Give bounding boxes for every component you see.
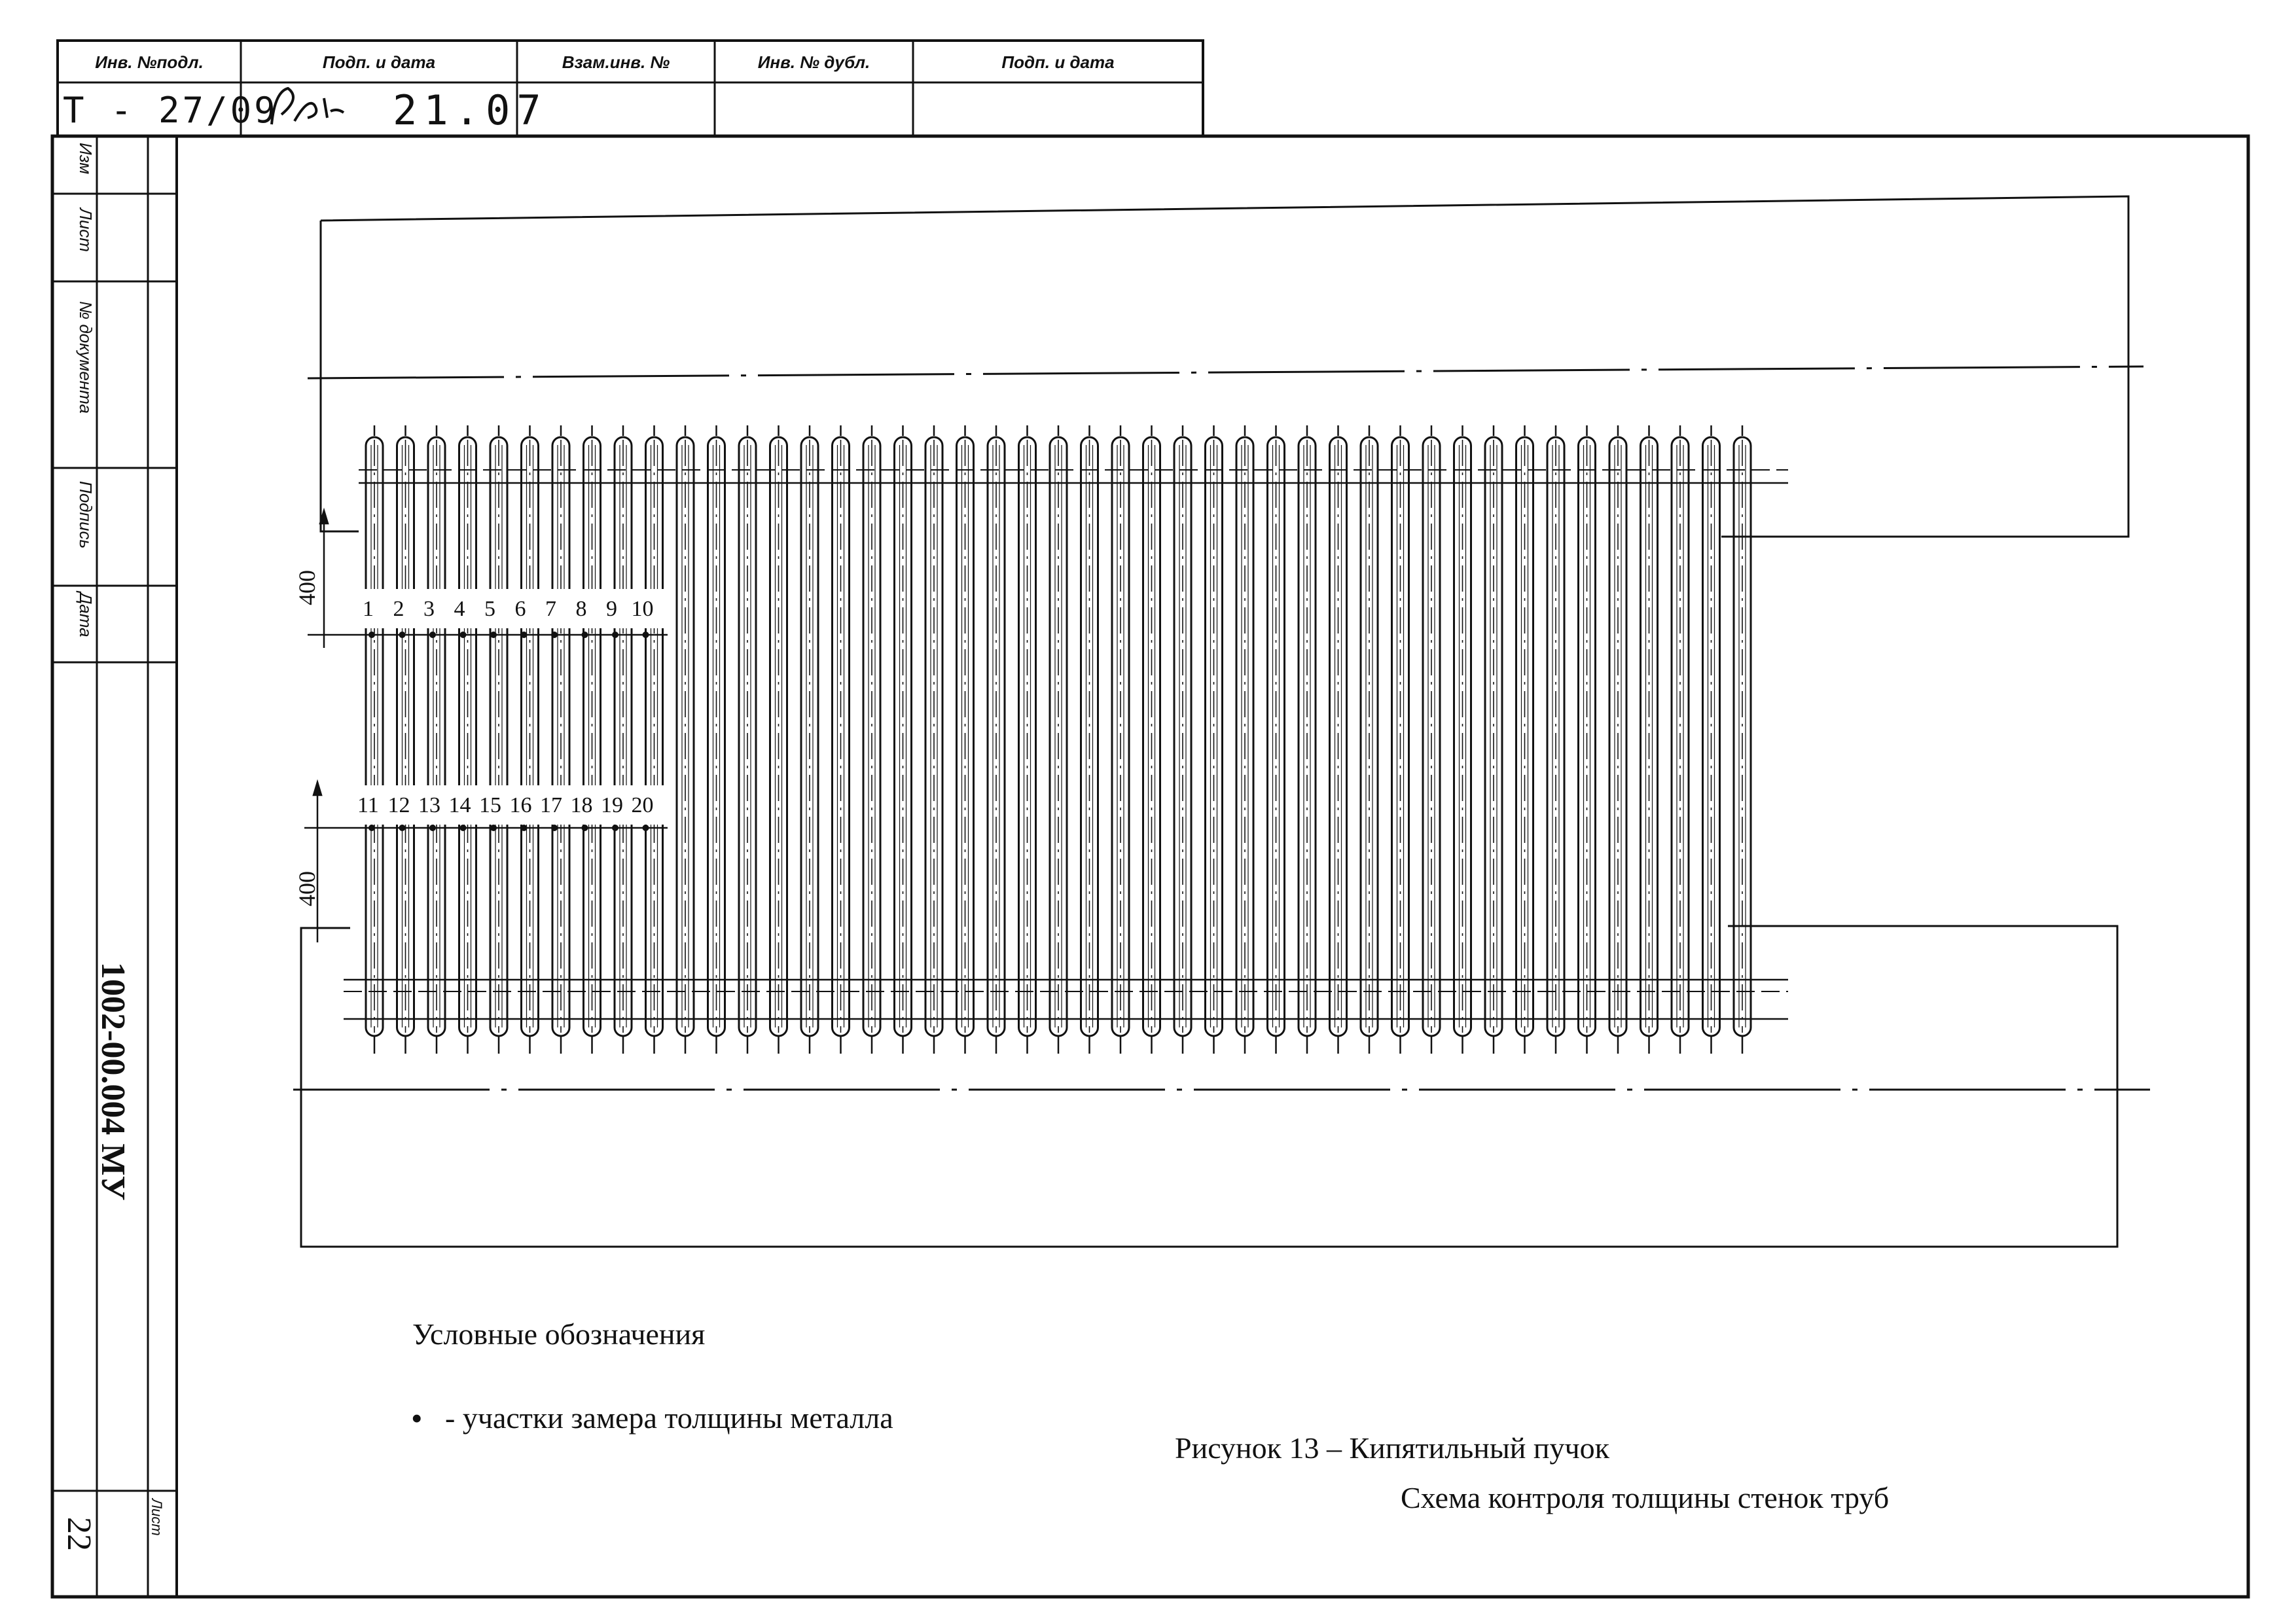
measuring-point-marker-18 <box>582 825 588 831</box>
measuring-point-1: 1 <box>363 597 374 621</box>
header-col-inv-dubl: Инв. № дубл. <box>757 52 870 72</box>
figure-caption-title: Рисунок 13 – Кипятильный пучок <box>1175 1431 1609 1465</box>
measuring-point-4: 4 <box>454 597 465 621</box>
dimension-bottom-400: 400 <box>294 871 320 906</box>
inventory-number-value: Т - 27/09 <box>63 90 278 131</box>
header-col-sign-date-2: Подп. и дата <box>1001 52 1115 72</box>
measuring-point-marker-9 <box>612 632 619 638</box>
measuring-point-marker-15 <box>490 825 497 831</box>
measuring-point-marker-8 <box>582 632 588 638</box>
figure-caption-subtitle: Схема контроля толщины стенок труб <box>1401 1481 1890 1514</box>
date-value: 21.07 <box>393 86 548 134</box>
measuring-point-5: 5 <box>484 597 495 621</box>
measuring-point-15: 15 <box>479 793 501 817</box>
measuring-point-marker-16 <box>521 825 528 831</box>
header-col-sign-date-1: Подп. и дата <box>322 52 436 72</box>
document-number: 1002-00.004 МУ <box>94 962 132 1201</box>
measuring-point-marker-13 <box>429 825 436 831</box>
measuring-point-marker-7 <box>551 632 558 638</box>
header-col-inv-podl: Инв. №подл. <box>95 52 204 72</box>
sidebar-label-document: № документа <box>76 301 96 414</box>
measuring-point-marker-4 <box>460 632 467 638</box>
measuring-point-marker-2 <box>399 632 406 638</box>
legend-bullet: • <box>411 1400 423 1436</box>
header-col-replace-inv: Взам.инв. № <box>562 52 670 72</box>
measuring-point-7: 7 <box>545 597 556 621</box>
measuring-point-marker-19 <box>612 825 619 831</box>
measuring-point-2: 2 <box>393 597 404 621</box>
measuring-point-marker-12 <box>399 825 406 831</box>
measuring-point-9: 9 <box>606 597 617 621</box>
measuring-point-13: 13 <box>418 793 440 817</box>
measuring-point-6: 6 <box>514 597 526 621</box>
measuring-point-18: 18 <box>570 793 593 817</box>
measuring-point-marker-17 <box>551 825 558 831</box>
measuring-point-marker-6 <box>521 632 528 638</box>
measuring-point-marker-11 <box>368 825 375 831</box>
measuring-point-3: 3 <box>423 597 435 621</box>
sidebar-label-date: Дата <box>76 592 96 637</box>
sidebar-label-list: Лист <box>76 208 96 252</box>
sheet-number-label: Лист <box>149 1499 165 1536</box>
measuring-point-8: 8 <box>575 597 587 621</box>
signature <box>272 88 344 124</box>
measuring-point-10: 10 <box>631 597 654 621</box>
measuring-point-14: 14 <box>448 793 471 817</box>
measuring-point-marker-1 <box>368 632 375 638</box>
measuring-point-12: 12 <box>387 793 410 817</box>
measuring-point-20: 20 <box>631 793 654 817</box>
legend-title: Условные обозначения <box>412 1317 706 1351</box>
measuring-point-17: 17 <box>540 793 562 817</box>
side-stamp <box>52 136 177 1597</box>
dimension-lines <box>304 510 668 942</box>
measuring-point-marker-20 <box>643 825 649 831</box>
sidebar-label-izm: Изм <box>76 143 96 175</box>
sidebar-label-signature: Подпись <box>76 481 96 549</box>
measuring-point-marker-14 <box>460 825 467 831</box>
legend-item: - участки замера толщины металла <box>445 1401 893 1435</box>
measuring-point-11: 11 <box>357 793 379 817</box>
dimension-top-400: 400 <box>294 570 320 605</box>
tube-bundle <box>344 425 1788 1054</box>
measuring-point-marker-10 <box>643 632 649 638</box>
measuring-point-marker-3 <box>429 632 436 638</box>
measuring-point-19: 19 <box>601 793 623 817</box>
sheet-number: 22 <box>60 1517 98 1551</box>
measuring-point-16: 16 <box>509 793 532 817</box>
measuring-point-marker-5 <box>490 632 497 638</box>
outer-frame <box>52 136 2248 1597</box>
